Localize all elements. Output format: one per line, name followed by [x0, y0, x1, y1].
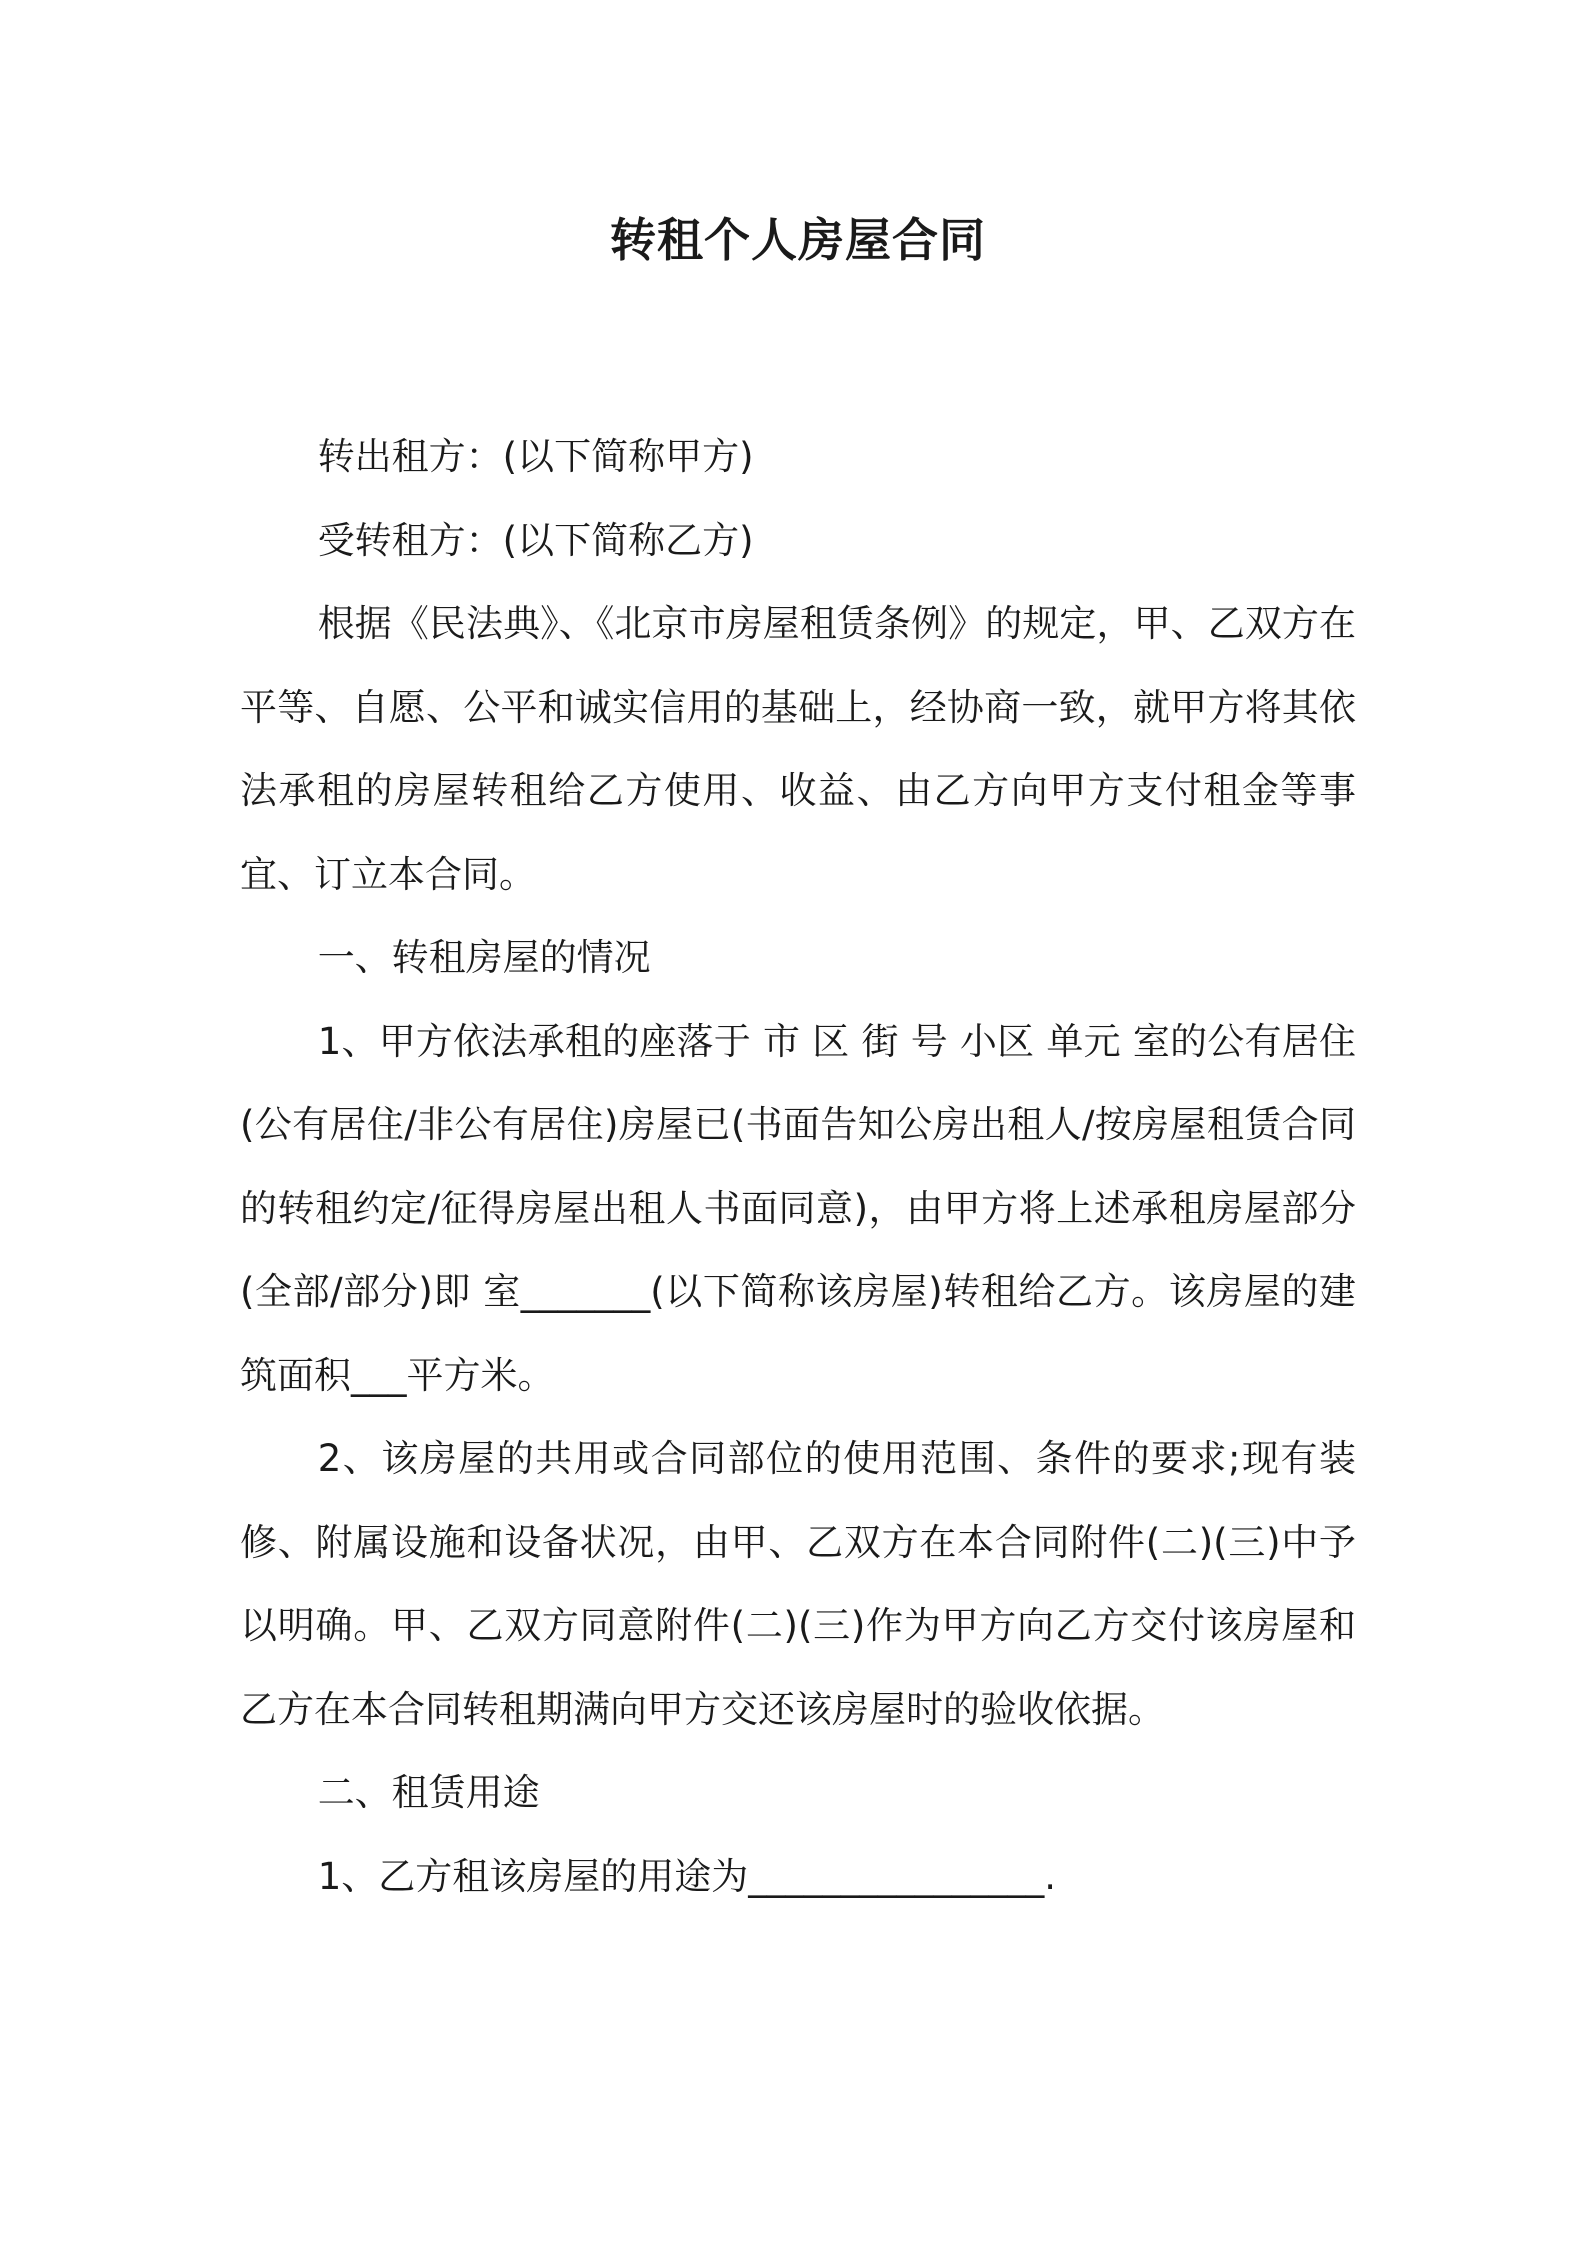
- section-heading-property: 一、转租房屋的情况: [317, 936, 651, 979]
- clause-1-1: 1、甲方依法承租的座落于 市 区 街 号 小区 单元 室的公有居住(公有居住/非公有居住)房屋已(书面告知公房出租人/按房屋租赁合同的转租约定/征得房屋出租人书面同意)，由甲方将上述承租房屋部分(全部/部分)即 室_______(以下简称该房屋)转租给乙方。该房屋的建筑面积___平方米。: [240, 1019, 1356, 1397]
- document-title: 转租个人房屋合同: [610, 213, 986, 267]
- paragraph-lessor: 转出租方：(以下简称甲方): [317, 435, 754, 478]
- section-heading-usage: 二、租赁用途: [317, 1771, 540, 1814]
- paragraph-preamble: 根据《民法典》、《北京市房屋租赁条例》的规定，甲、乙双方在平等、自愿、公平和诚实信用的基础上，经协商一致，就甲方将其依法承租的房屋转租给乙方使用、收益、由乙方向甲方支付租金等事宜、订立本合同。: [240, 602, 1356, 896]
- clause-1-2: 2、该房屋的共用或合同部位的使用范围、条件的要求;现有装修、附属设施和设备状况，由甲、乙双方在本合同附件(二)(三)中予以明确。甲、乙双方同意附件(二)(三)作为甲方向乙方交付该房屋和乙方在本合同转租期满向甲方交还该房屋时的验收依据。: [240, 1437, 1356, 1731]
- document-page: [240, 210, 1356, 1918]
- paragraph-lessee: 受转租方：(以下简称乙方): [317, 518, 754, 562]
- clause-2-1: 1、乙方租该房屋的用途为________________.: [317, 1854, 1056, 1898]
